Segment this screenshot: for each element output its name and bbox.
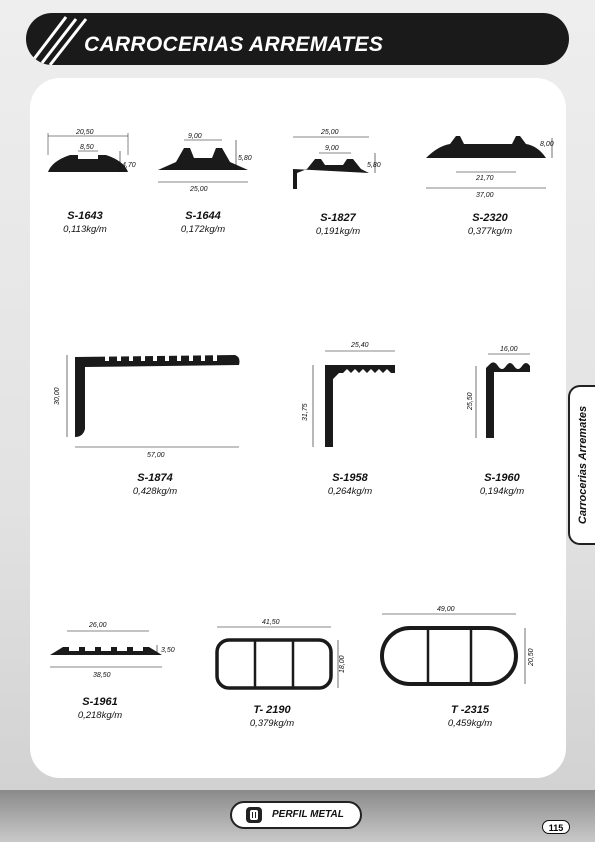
profile-s1643-drawing — [40, 125, 140, 185]
dim-s1874-width: 57,00 — [147, 452, 165, 459]
dim-s1960-height: 25,50 — [467, 392, 474, 410]
product-weight: 0,172kg/m — [180, 224, 226, 235]
product-code: S-1827 — [320, 212, 356, 224]
brand-logo-icon — [246, 807, 262, 823]
profile-s1644-drawing — [150, 130, 260, 195]
dim-s1961-width: 38,50 — [93, 672, 111, 679]
product-code: S-1961 — [82, 696, 118, 708]
dim-s1643-inner: 8,50 — [80, 144, 94, 151]
section-side-tab — [568, 385, 595, 545]
profile-s1874-drawing — [45, 345, 245, 460]
dim-t2315-height: 20,50 — [528, 648, 535, 666]
product-code: T- 2190 — [253, 704, 291, 716]
product-weight: 0,377kg/m — [467, 226, 513, 237]
product-code: S-1874 — [137, 472, 173, 484]
page-header — [26, 13, 569, 65]
page-number: 115 — [542, 820, 570, 834]
section-side-tab-label: Carrocerias Arremates — [576, 405, 589, 525]
dim-s1827-width: 25,00 — [321, 129, 339, 136]
dim-t2190-height: 18,00 — [339, 655, 346, 673]
product-weight: 0,379kg/m — [249, 718, 295, 729]
dim-s2320-inner: 21,70 — [476, 175, 494, 182]
dim-s1958-height: 31,75 — [302, 403, 309, 421]
product-weight: 0,428kg/m — [132, 486, 178, 497]
dim-s2320-height: 8,00 — [540, 141, 554, 148]
product-weight: 0,191kg/m — [315, 226, 361, 237]
dim-s2320-width: 37,00 — [476, 192, 494, 199]
product-code: S-1960 — [484, 472, 520, 484]
brand-name: PERFIL METAL — [272, 809, 344, 820]
product-weight: 0,459kg/m — [447, 718, 493, 729]
dim-s1643-height: 4,70 — [122, 162, 136, 169]
dim-s1874-height: 30,00 — [54, 387, 61, 405]
product-code: T -2315 — [451, 704, 489, 716]
product-weight: 0,113kg/m — [63, 224, 107, 235]
profile-t2190-drawing — [210, 615, 350, 695]
profile-s2320-drawing — [420, 130, 560, 205]
product-weight: 0,218kg/m — [77, 710, 123, 721]
product-code: S-2320 — [472, 212, 508, 224]
dim-s1958-width: 25,40 — [351, 342, 369, 349]
product-code: S-1958 — [332, 472, 368, 484]
product-code: S-1643 — [67, 210, 103, 222]
dim-s1644-width: 25,00 — [190, 186, 208, 193]
page-title: CARROCERIAS ARREMATES — [84, 33, 384, 56]
profile-s1958-drawing — [295, 335, 405, 455]
dim-s1961-inner: 26,00 — [89, 622, 107, 629]
dim-s1960-width: 16,00 — [500, 346, 518, 353]
dim-s1827-inner: 9,00 — [325, 145, 339, 152]
dim-s1644-height: 5,80 — [238, 155, 252, 162]
profile-s1960-drawing — [460, 340, 550, 445]
dim-s1961-height: 3,50 — [161, 647, 175, 654]
product-weight: 0,194kg/m — [479, 486, 525, 497]
product-weight: 0,264kg/m — [327, 486, 373, 497]
product-code: S-1644 — [185, 210, 221, 222]
dim-s1643-width: 20,50 — [76, 129, 94, 136]
profile-t2315-drawing — [375, 600, 550, 695]
dim-t2190-width: 41,50 — [262, 619, 280, 626]
profile-s1961-drawing — [45, 615, 185, 685]
dim-s1827-height: 5,80 — [367, 162, 381, 169]
dim-s1644-inner: 9,00 — [188, 133, 202, 140]
dim-t2315-width: 49,00 — [437, 606, 455, 613]
brand-logo — [230, 801, 362, 829]
profile-s1827-drawing — [285, 125, 395, 195]
